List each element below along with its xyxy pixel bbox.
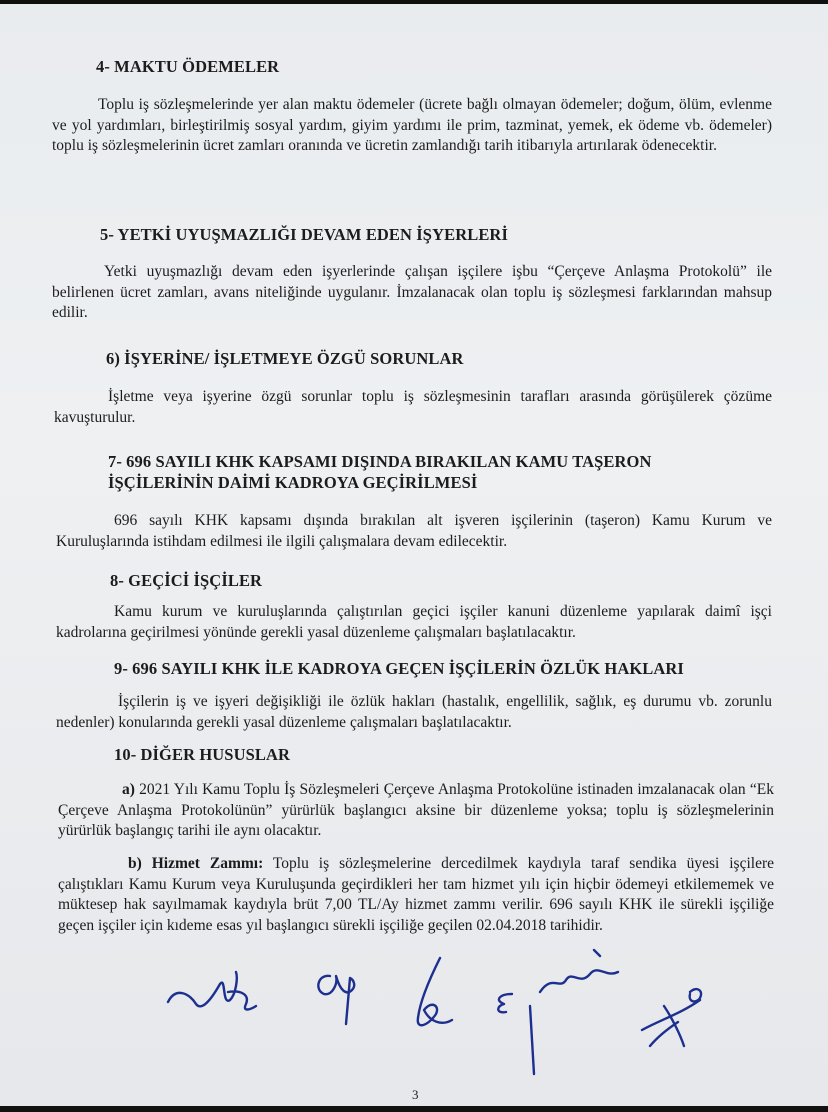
section-5-heading: 5- YETKİ UYUŞMAZLIĞI DEVAM EDEN İŞYERLERİ bbox=[100, 225, 508, 244]
section-4-body: Toplu iş sözleşmelerinde yer alan maktu ödemeler (ücrete bağlı olmayan ödemeler; doğum, ölüm, evlenme ve yol yardımları, birleştirilmiş sosyal yardım, giyim yardımı ile prim, tazminat, yemek, ek ödeme vb. ödemeler) toplu iş sözleşmelerinin ücret zamları oranında ve ücretin zamlandığı tarih itibarıyla artırılarak ödenecektir. bbox=[52, 96, 772, 154]
item-a-label: a) bbox=[122, 781, 135, 798]
item-b-label: b) Hizmet Zammı: bbox=[128, 855, 264, 872]
item-a-text: 2021 Yılı Kamu Toplu İş Sözleşmeleri Çerçeve Anlaşma Protokolüne istinaden imzalanacak olan “Ek Çerçeve Anlaşma Protokolünün” yürürlük başlangıcı aksine bir düzenleme yoksa; toplu iş sözleşmelerinin yürürlük başlangıç tarihi ile aynı olacaktır. bbox=[58, 781, 774, 839]
section-5-body: Yetki uyuşmazlığı devam eden işyerlerinde çalışan işçilere işbu “Çerçeve Anlaşma Protokolü” ile belirlenen ücret zamları, avans niteliğinde uygulanır. İmzalanacak olan toplu iş sözleşmesi farklarından mahsup edilir. bbox=[52, 263, 772, 321]
signature-5 bbox=[642, 989, 701, 1046]
signature-1 bbox=[168, 972, 256, 1010]
page-number: 3 bbox=[412, 1087, 419, 1102]
section-10-item-b bbox=[58, 854, 774, 936]
section-4-heading: 4- MAKTU ÖDEMELER bbox=[96, 57, 280, 76]
section-6-body: İşletme veya işyerine özgü sorunlar toplu iş sözleşmesinin tarafları arasında görüşülerek çözüme kavuşturulur. bbox=[54, 388, 772, 426]
section-8-heading: 8- GEÇİCİ İŞÇİLER bbox=[110, 571, 263, 590]
bottom-dark-edge bbox=[0, 1106, 828, 1112]
section-7-body: 696 sayılı KHK kapsamı dışında bırakılan alt işveren işçilerinin (taşeron) Kamu Kurum ve Kuruluşlarında istihdam edilmesi ile ilgili çalışmalara devam edilecektir. bbox=[56, 512, 772, 550]
signature-4 bbox=[498, 950, 618, 1074]
document-page bbox=[0, 4, 828, 1106]
section-10-heading: 10- DİĞER HUSUSLAR bbox=[114, 745, 290, 764]
signature-3 bbox=[418, 958, 452, 1025]
signatures bbox=[0, 934, 828, 1084]
section-7-heading-line2: İŞÇİLERİNİN DAİMİ KADROYA GEÇİRİLMESİ bbox=[108, 473, 478, 492]
document-body bbox=[0, 4, 828, 1104]
section-9-heading: 9- 696 SAYILI KHK İLE KADROYA GEÇEN İŞÇİLERİN ÖZLÜK HAKLARI bbox=[114, 659, 684, 678]
section-8-body: Kamu kurum ve kuruluşlarında çalıştırılan geçici işçiler kanuni düzenleme yapılarak daimî işçi kadrolarına geçirilmesi yönünde gerekli yasal düzenleme çalışmaları başlatılacaktır. bbox=[56, 603, 772, 641]
section-7-heading-line1: 7- 696 SAYILI KHK KAPSAMI DIŞINDA BIRAKILAN KAMU TAŞERON bbox=[108, 452, 652, 471]
section-6-heading: 6) İŞYERİNE/ İŞLETMEYE ÖZGÜ SORUNLAR bbox=[106, 349, 464, 368]
signature-2 bbox=[318, 976, 354, 1024]
section-10-item-a bbox=[58, 780, 774, 842]
section-9-body: İşçilerin iş ve işyeri değişikliği ile özlük hakları (hastalık, engellilik, sağlık, eş durumu vb. zorunlu nedenler) konularında gerekli yasal düzenleme çalışmaları başlatılacaktır. bbox=[56, 693, 772, 731]
item-b-text: Toplu iş sözleşmelerine dercedilmek kaydıyla taraf sendika üyesi işçilere çalıştıkları Kamu Kurum veya Kuruluşunda geçirdikleri her tam hizmet yılı için hiçbir ödemeyi etkilememek ve müktesep hak sayılmamak kaydıyla brüt 7,00 TL/Ay hizmet zammı verilir. 696 sayılı KHK ile sürekli işçiliğe geçen işçiler için kıdeme esas yıl başlangıcı sürekli işçiliğe geçilen 02.04.2018 tarihidir. bbox=[58, 855, 775, 934]
